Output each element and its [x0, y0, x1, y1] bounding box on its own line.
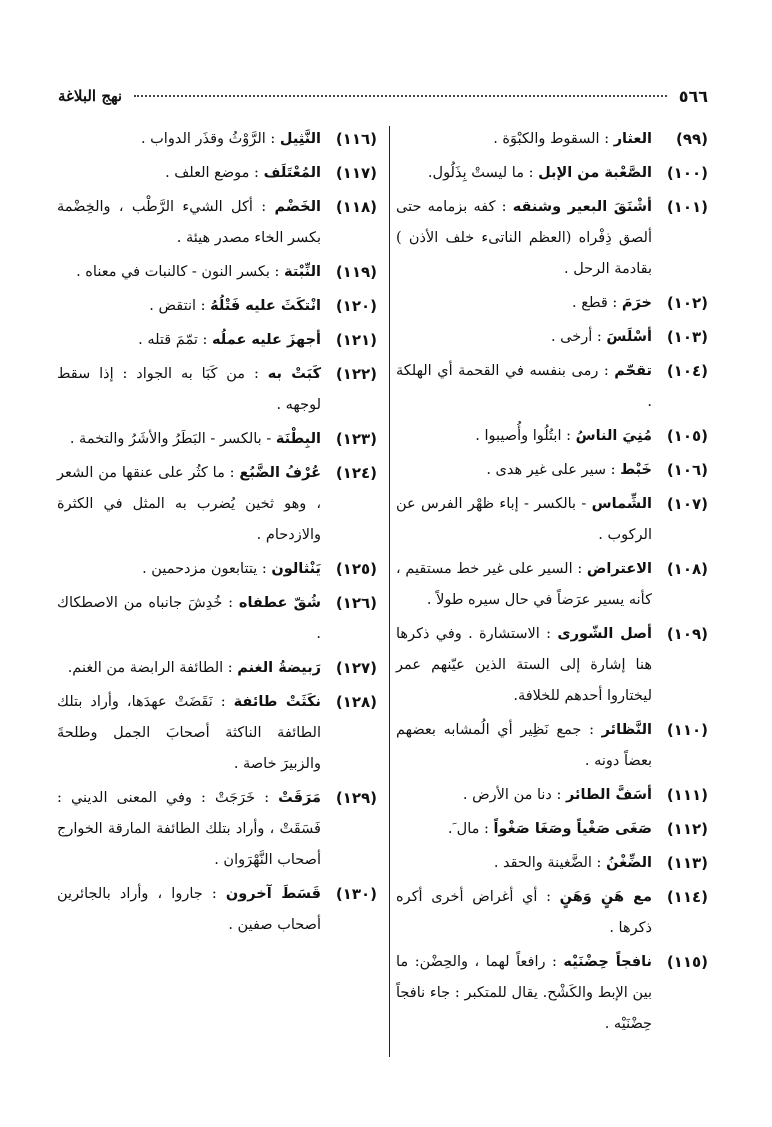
entry-term: النِّبْتة: [284, 264, 321, 280]
glossary-entry: [396, 124, 708, 155]
entry-term: يَنْثالون: [271, 561, 321, 577]
entry-number: (١١١): [666, 786, 708, 804]
entry-text: [57, 458, 321, 551]
entry-text: [396, 882, 652, 944]
entry-number: (١١٨): [335, 198, 377, 216]
entry-term: أسْلَسَ: [606, 329, 652, 345]
entry-term: الخَضْم: [274, 199, 322, 215]
entry-term: الشِّماس: [591, 496, 653, 512]
glossary-entry: [57, 158, 377, 189]
column-divider: [389, 126, 390, 1057]
glossary-entry: [57, 359, 377, 421]
entry-text: [57, 879, 321, 941]
entry-term: عُرْفُ الضَّبُع: [239, 465, 321, 481]
entry-number: (١١٤): [666, 888, 708, 906]
entry-definition: : قطع .: [572, 295, 618, 311]
entry-number: (١١٥): [666, 953, 708, 971]
glossary-entry: [57, 783, 377, 876]
entry-text: [396, 489, 652, 551]
entry-term: المُعْتَلَف: [263, 165, 321, 181]
entry-definition: : الاستشارة . وفي ذكرها هنا إشارة إلى الستة الذين عيّنهم عمر ليختاروا أحدهم للخلافة.: [396, 626, 652, 704]
entry-number: (١١٠): [666, 721, 708, 739]
header-dotted-rule: [134, 95, 667, 97]
entry-text: [57, 192, 321, 254]
entry-definition: : كفه بزمامه حتى ألصق ذِفْراه (العظم الناتىء خلف الأذن ) بقادمة الرحل .: [396, 199, 652, 277]
entry-text: [396, 158, 652, 189]
entry-number: (١٢٠): [335, 297, 377, 315]
entry-term: كَبَتْ به: [267, 366, 321, 382]
entry-term: الصَّعْبة من الإبل: [538, 165, 652, 181]
entry-number: (١١٧): [335, 164, 377, 182]
entry-number: (١١٢): [666, 820, 708, 838]
glossary-entry: [396, 554, 708, 616]
entry-definition: : أرخى .: [550, 329, 602, 345]
entry-text: [396, 947, 652, 1040]
entry-definition: : مال َ.: [447, 821, 489, 837]
entry-number: (١٠٣): [666, 328, 708, 346]
glossary-entry: [396, 848, 708, 879]
entry-term: مع هَنٍ وَهَنٍ: [559, 889, 652, 905]
entry-definition: : السير على غير خط مستقيم ، كأنه يسير عرَضاً في حال سيره طولاً .: [396, 561, 652, 608]
entry-text: [57, 124, 321, 155]
entry-term: مَرَقَتْ: [278, 790, 322, 806]
entry-definition: : رافعاً لهما ، والحِضْن: ما بين الإبط والكَشْح. يقال للمتكبر : جاء نافجاً حِضْنَيْه .: [396, 954, 652, 1032]
glossary-entry: [396, 288, 708, 319]
entry-definition: : جاروا ، وأراد بالجائرين أصحاب صفين .: [57, 886, 321, 933]
entry-text: [57, 554, 321, 585]
entry-term: قَسَطَ آخرون: [225, 886, 322, 902]
glossary-entry: [396, 421, 708, 452]
entry-number: (١٢٣): [335, 430, 377, 448]
entry-term: النَّظائر: [601, 722, 653, 738]
glossary-entry: [57, 192, 377, 254]
entry-text: [396, 288, 652, 319]
glossary-entry: [396, 882, 708, 944]
entry-number: (١٠٦): [666, 461, 708, 479]
entry-number: (١٢٩): [335, 789, 377, 807]
entry-definition: : الضَّغينة والحقد .: [493, 855, 602, 871]
entry-number: (١١٩): [335, 263, 377, 281]
glossary-entry: [57, 554, 377, 585]
glossary-entry: [57, 257, 377, 288]
entry-definition: : موضع العلف .: [165, 165, 259, 181]
glossary-entry: [396, 814, 708, 845]
entry-term: أشْنَقَ البعير وشنقه: [512, 199, 652, 215]
entry-text: [396, 848, 652, 879]
entry-definition: : رمى بنفسه في القحمة أي الهلكة .: [396, 363, 652, 410]
entry-number: (١١٣): [666, 854, 708, 872]
entry-number: (٩٩): [675, 130, 708, 148]
glossary-entry: [396, 158, 708, 189]
entry-number: (١٠٠): [666, 164, 708, 182]
entry-term: البِطْنَة: [275, 431, 321, 447]
left-column: [57, 124, 377, 944]
entry-definition: : سير على غير هدى .: [486, 462, 616, 478]
entry-number: (١٠١): [666, 198, 708, 216]
entry-number: (١٠٤): [666, 362, 708, 380]
entry-text: [57, 359, 321, 421]
entry-text: [396, 619, 652, 712]
entry-term: خرَمَ: [621, 295, 652, 311]
entry-text: [396, 780, 652, 811]
entry-term: أجهزَ عليه عملُه: [212, 332, 321, 348]
entry-definition: : نَقَضَتْ عهدَها، وأراد بتلك الطائفة الناكثة أصحابَ الجمل وطلحةَ والزبيرَ خاصة .: [57, 694, 321, 772]
entry-definition: : يتتابعون مزدحمين .: [142, 561, 267, 577]
entry-term: الاعتراض: [586, 561, 652, 577]
entry-term: نافجاً حِضْنَيْه: [563, 954, 653, 970]
entry-text: [396, 554, 652, 616]
entry-text: [57, 783, 321, 876]
entry-number: (١١٦): [335, 130, 377, 148]
glossary-entry: [57, 458, 377, 551]
entry-definition: : تمّمَ قتله .: [138, 332, 208, 348]
glossary-entry: [396, 455, 708, 486]
entry-definition: : جمع نَظِير أي الُمشابه بعضهم بعضاً دونه .: [396, 722, 652, 769]
entry-term: خَبْط: [620, 462, 652, 478]
entry-number: (١٣٠): [335, 885, 377, 903]
entry-number: (١٢٢): [335, 365, 377, 383]
entry-term: تقحّم: [614, 363, 652, 379]
entry-text: [57, 653, 321, 684]
page-number: ٥٦٦: [678, 86, 708, 106]
entry-number: (١٢٨): [335, 693, 377, 711]
entry-number: (١٠٨): [666, 560, 708, 578]
entry-definition: : من كَبَا به الجواد : إذا سقط لوجهه .: [57, 366, 321, 413]
glossary-entry: [57, 687, 377, 780]
glossary-entry: [396, 780, 708, 811]
glossary-entry: [57, 124, 377, 155]
glossary-entry: [396, 619, 708, 712]
entry-definition: : دنا من الأرض .: [462, 787, 562, 803]
entry-text: [57, 424, 321, 455]
entry-number: (١٠٧): [666, 495, 708, 513]
glossary-entry: [57, 588, 377, 650]
glossary-entry: [396, 356, 708, 418]
entry-definition: : بكسر النون - كالنبات في معناه .: [76, 264, 280, 280]
glossary-entry: [396, 947, 708, 1040]
running-title: نهج البلاغة: [58, 87, 123, 105]
glossary-entry: [396, 322, 708, 353]
entry-definition: : ما ليستْ بِذَلُول.: [427, 165, 534, 181]
right-column: [396, 124, 708, 1043]
glossary-entry: [396, 489, 708, 551]
entry-text: [57, 687, 321, 780]
entry-term: الضِّغْنُ: [606, 855, 652, 871]
glossary-entry: [396, 715, 708, 777]
glossary-entry: [57, 653, 377, 684]
entry-text: [396, 322, 652, 353]
entry-definition: : الرَّوْثُ وقذَر الدواب .: [140, 131, 276, 147]
entry-definition: : ما كثُر على عنقها من الشعر ، وهو ثخين يُضرب به المثل في الكثرة والازدحام .: [57, 465, 321, 543]
entry-term: نكَثَتْ طائفة: [233, 694, 321, 710]
glossary-entry: [57, 879, 377, 941]
entry-number: (١٠٩): [666, 625, 708, 643]
glossary-entry: [57, 424, 377, 455]
entry-term: النَّثِيل: [279, 131, 321, 147]
entry-text: [57, 588, 321, 650]
glossary-entry: [57, 291, 377, 322]
entry-text: [396, 814, 652, 845]
entry-definition: : انتقض .: [149, 298, 206, 314]
entry-text: [396, 715, 652, 777]
entry-number: (١٠٢): [666, 294, 708, 312]
entry-term: انْتكَثَ عليه فَتْلُهُ: [210, 298, 321, 314]
entry-text: [396, 124, 652, 155]
entry-text: [57, 257, 321, 288]
entry-text: [396, 421, 652, 452]
glossary-entry: [57, 325, 377, 356]
entry-term: أسَفَّ الطائر: [566, 787, 652, 803]
entry-number: (١٢٤): [335, 464, 377, 482]
entry-definition: : خَرَجَتْ : وفي المعنى الديني : فَسَقَتْ ، وأراد بتلك الطائفة المارقة الخوارج أصحاب النَّهْرَوان .: [57, 790, 321, 868]
entry-definition: : الطائفة الرابضة من الغنم.: [67, 660, 233, 676]
entry-definition: : ابتُلُوا وأُصيبوا .: [475, 428, 571, 444]
entry-definition: - بالكسر - البَطَرُ والأشَرُ والتخمة .: [69, 431, 272, 447]
entry-term: شُقّ عطفاه: [238, 595, 322, 611]
entry-term: العثار: [613, 131, 652, 147]
entry-number: (١٠٥): [666, 427, 708, 445]
entry-term: أصل الشّورى: [557, 626, 653, 642]
entry-text: [396, 356, 652, 418]
page-header: [58, 84, 708, 108]
entry-definition: : أكل الشيء الرَّطْب ، والخِضْمة بكسر الخاء مصدر هيئة .: [57, 199, 321, 246]
entry-number: (١٢٦): [335, 594, 377, 612]
entry-term: صَغَى صَغْياً وصَغَا صَغْواً: [493, 821, 652, 837]
entry-text: [57, 291, 321, 322]
entry-text: [57, 158, 321, 189]
entry-definition: - بالكسر - إباء ظهْر الفرس عن الركوب .: [396, 496, 652, 543]
entry-text: [396, 192, 652, 285]
entry-number: (١٢١): [335, 331, 377, 349]
entry-definition: : السقوط والكبْوَة .: [493, 131, 610, 147]
entry-text: [396, 455, 652, 486]
entry-definition: : خُدِشَ جانباه من الاصطكاك .: [57, 595, 321, 642]
glossary-entry: [396, 192, 708, 285]
entry-number: (١٢٧): [335, 659, 377, 677]
entry-definition: : أي أغراض أخرى أكره ذكرها .: [396, 889, 652, 936]
entry-term: مُنِيَ الناسُ: [575, 428, 652, 444]
entry-term: رَبيضةُ الغنم: [237, 660, 321, 676]
entry-number: (١٢٥): [335, 560, 377, 578]
entry-text: [57, 325, 321, 356]
